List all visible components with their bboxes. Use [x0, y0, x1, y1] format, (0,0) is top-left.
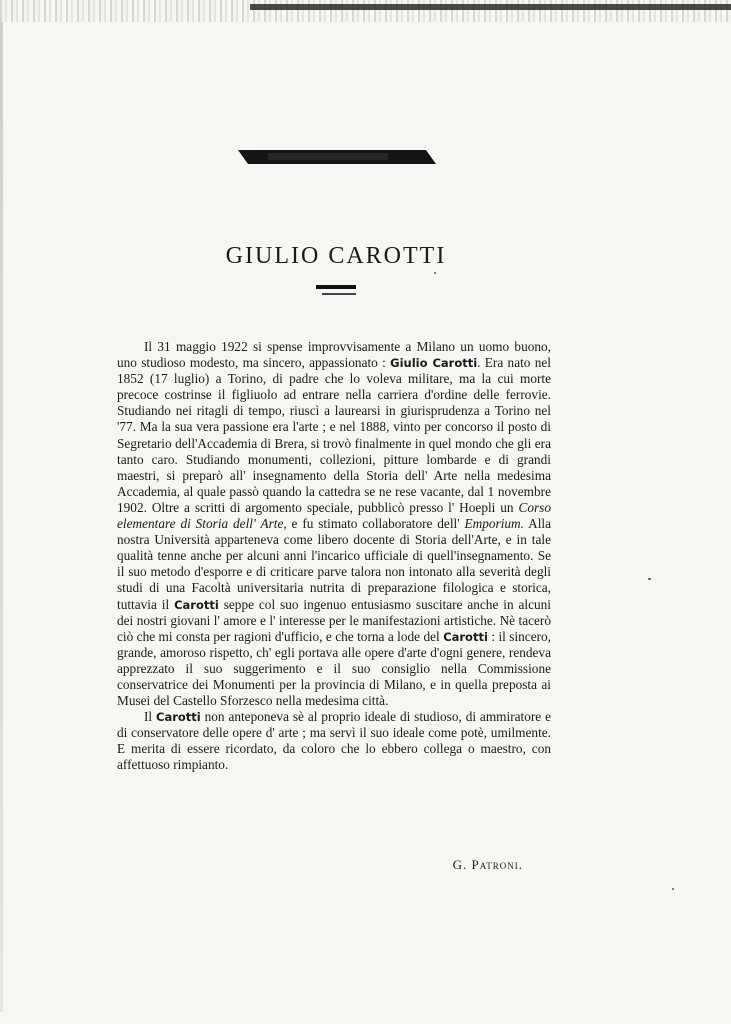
magazine-title: Emporium.: [464, 516, 524, 532]
title-rule: [316, 285, 356, 289]
scan-speck: [434, 272, 436, 274]
page-title: GIULIO CAROTTI: [225, 243, 447, 269]
obituary-body: [117, 339, 551, 774]
title-rule-thin: [322, 293, 356, 295]
book-title: Corso elementare di Storia dell' Arte,: [117, 499, 551, 532]
name-bold: Giulio Carotti: [390, 356, 478, 371]
scan-speck: [672, 888, 674, 890]
name-bold: Carotti: [174, 597, 219, 612]
name-bold: Carotti: [443, 629, 488, 644]
header-ornament-rule: [238, 150, 436, 164]
paragraph-2: Il Carotti non anteponeva sè al proprio ideale di studioso, di ammiratore e di conservatore delle opere d' arte ; ma servì il suo ideale come potè, umilmente. E merita di essere ricordato, da coloro che lo ebbero collega o maestro, con affettuoso rimpianto.: [117, 709, 551, 773]
name-bold: Carotti: [156, 710, 201, 725]
scan-speck: [648, 578, 651, 580]
scan-top-dark-band: [250, 4, 731, 10]
paragraph-1: Il 31 maggio 1922 si spense improvvisamente a Milano un uomo buono, uno studioso modesto, ma sincero, appassionato : Giulio Carotti. Era nato nel 1852 (17 luglio) a Torino, di padre che lo voleva militare, ma la cui morte precoce costrinse il figliuolo ad entrare nella carriera d'ordine delle ferrovie. Studiando nei ritagli di tempo, riuscì a laurearsi in giurisprudenza a Torino nel '77. Ma la sua vera passione era l'arte ; e nel 1888, vinto per concorso il posto di Segretario dell'Accademia di Brera, si trovò finalmente in quel mondo che gli era tanto caro. Studiando monumenti, collezioni, pitture lombarde e di grandi maestri, si preparò all' insegnamento della Storia dell' Arte nella medesima Accademia, al quale passò quando la cattedra se ne rese vacante, dal 1 novembre 1902. Oltre a scritti di argomento speciale, pubblicò presso l' Hoepli un Corso elementare di Storia dell' Arte, e fu stimato collaboratore dell' Emporium. Alla nostra Università apparteneva come libero docente di Storia dell'Arte, e in tale qualità tenne anche per alcuni anni l'incarico ufficiale di quell'insegnamento. Se il suo metodo d'esporre e di criticare parve talora non intonato alla severità degli studi di una Facoltà universitaria nutrita di preparazione filologica e storica, tuttavia il Carotti seppe col suo ingenuo entusiasmo suscitare anche in alcuni dei nostri giovani l' amore e l' interesse per le manifestazioni artistiche. Nè tacerò ciò che mi consta per ragioni d'ufficio, e che torna a lode del Carotti : il sincero, grande, amoroso rispetto, ch' egli portava alle opere d'arte d'ogni genere, rendeva apprezzato il suo suggerimento e il suo consiglio nella Commissione conservatrice dei Monumenti per la provincia di Milano, e in quella preposta ai Musei del Castello Sforzesco nella medesima città.: [117, 339, 551, 709]
scan-left-edge: [0, 22, 3, 1012]
author-signature: G. Patroni.: [452, 857, 523, 872]
